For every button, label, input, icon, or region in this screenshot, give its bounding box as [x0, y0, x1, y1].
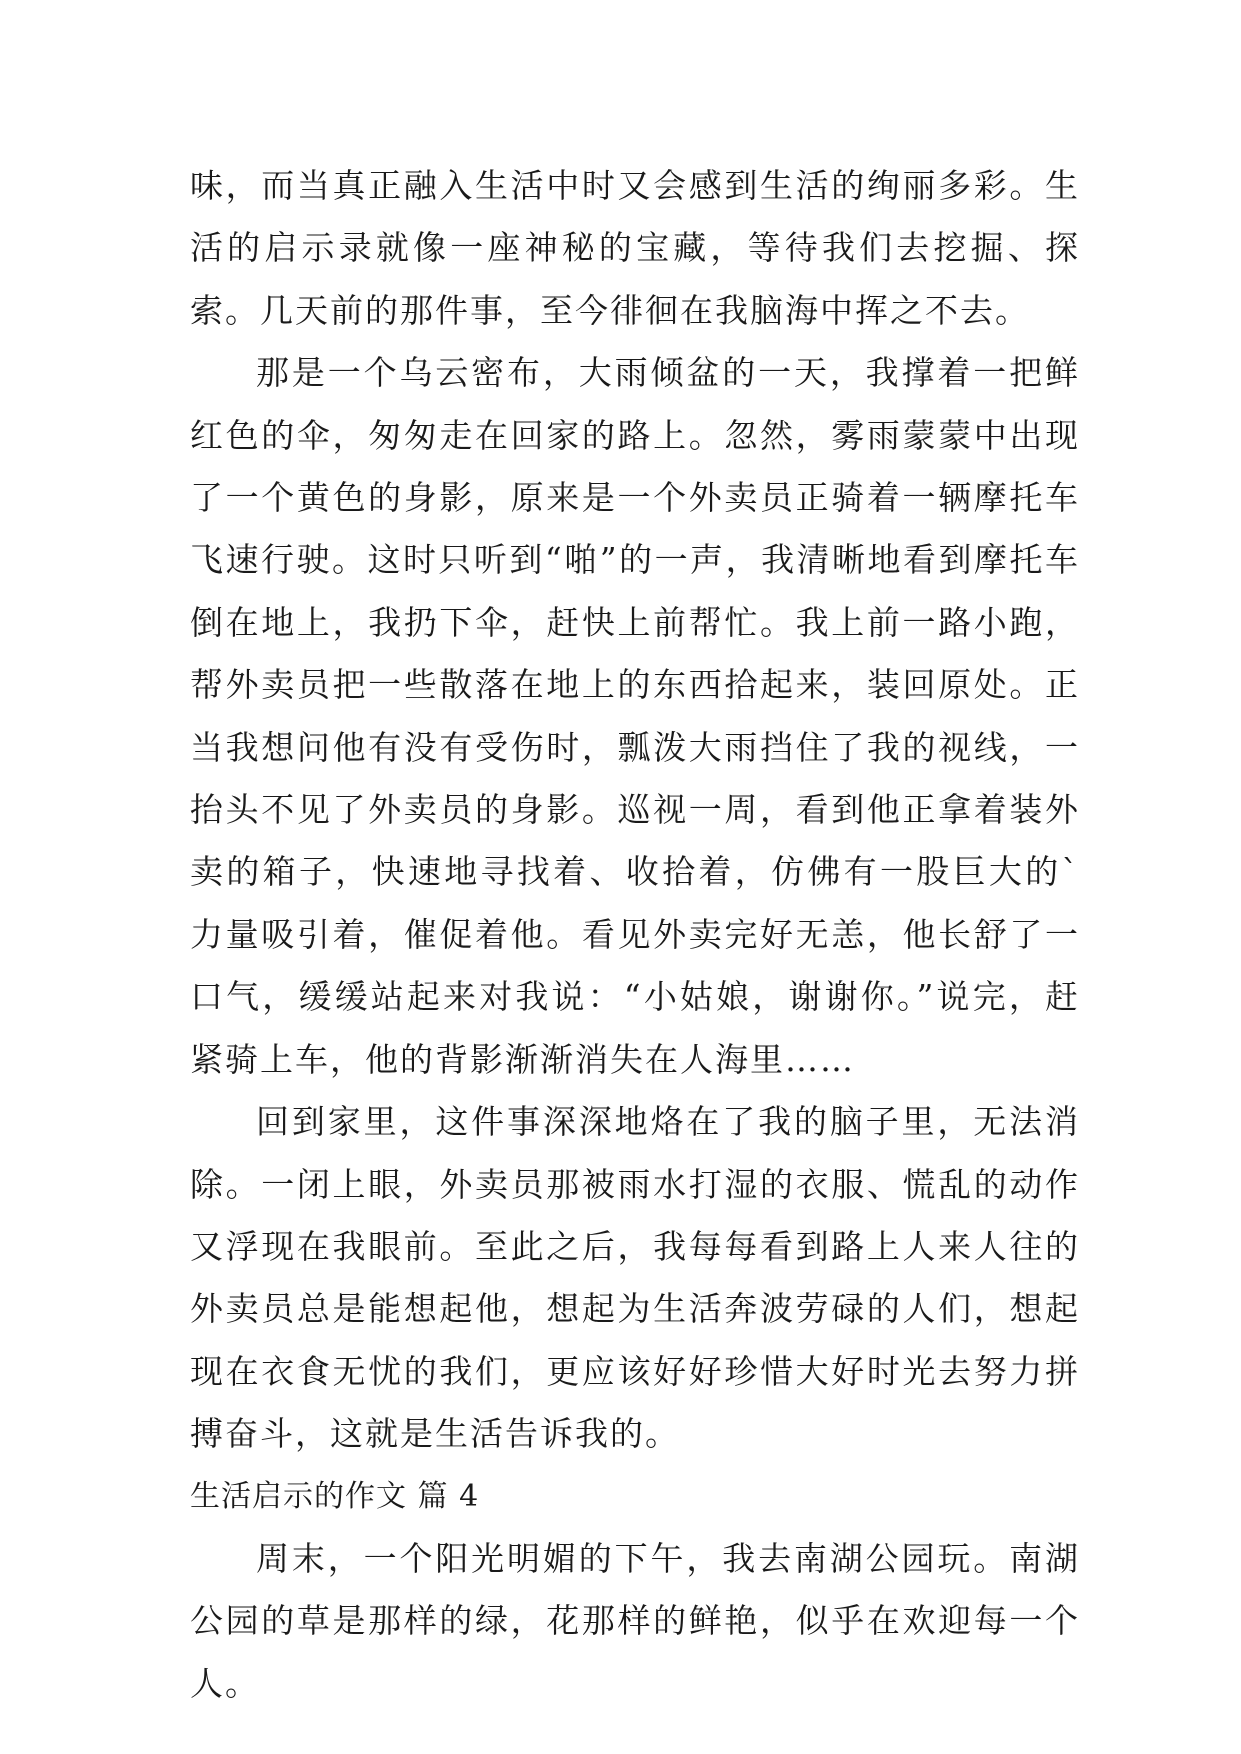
section-heading: 生活启示的作文 篇 4 — [190, 1478, 480, 1514]
paragraph-1: 味，而当真正融入生活中时又会感到生活的绚丽多彩。生活的启示录就像一座神秘的宝藏，等待我们去挖掘、探索。几天前的那件事，至今徘徊在我脑海中挥之不去。 — [190, 166, 1080, 330]
paragraph-2: 那是一个乌云密布，大雨倾盆的一天，我撑着一把鲜红色的伞，匆匆走在回家的路上。忽然，雾雨蒙蒙中出现了一个黄色的身影，原来是一个外卖员正骑着一辆摩托车飞速行驶。这时只听到“啪”的一声，我清晰地看到摩托车倒在地上，我扔下伞，赶快上前帮忙。我上前一路小跑，帮外卖员把一些散落在地上的东西拾起来，装回原处。正当我想问他有没有受伤时，瓢泼大雨挡住了我的视线，一抬头不见了外卖员的身影。巡视一周，看到他正拿着装外卖的箱子，快速地寻找着、收拾着，仿佛有一股巨大的`力量吸引着，催促着他。看见外卖完好无恙，他长舒了一口气，缓缓站起来对我说：“小姑娘，谢谢你。”说完，赶紧骑上车，他的背影渐渐消失在人海里…… — [190, 353, 1080, 1079]
document-page — [190, 155, 1080, 1715]
paragraph-4: 周末，一个阳光明媚的下午，我去南湖公园玩。南湖公园的草是那样的绿，花那样的鲜艳，似乎在欢迎每一个人。 — [190, 1538, 1080, 1703]
paragraph-3: 回到家里，这件事深深地烙在了我的脑子里，无法消除。一闭上眼，外卖员那被雨水打湿的衣服、慌乱的动作又浮现在我眼前。至此之后，我每每看到路上人来人往的外卖员总是能想起他，想起为生活奔波劳碌的人们，想起现在衣食无忧的我们，更应该好好珍惜大好时光去努力拼搏奋斗，这就是生活告诉我的。 — [190, 1102, 1080, 1454]
